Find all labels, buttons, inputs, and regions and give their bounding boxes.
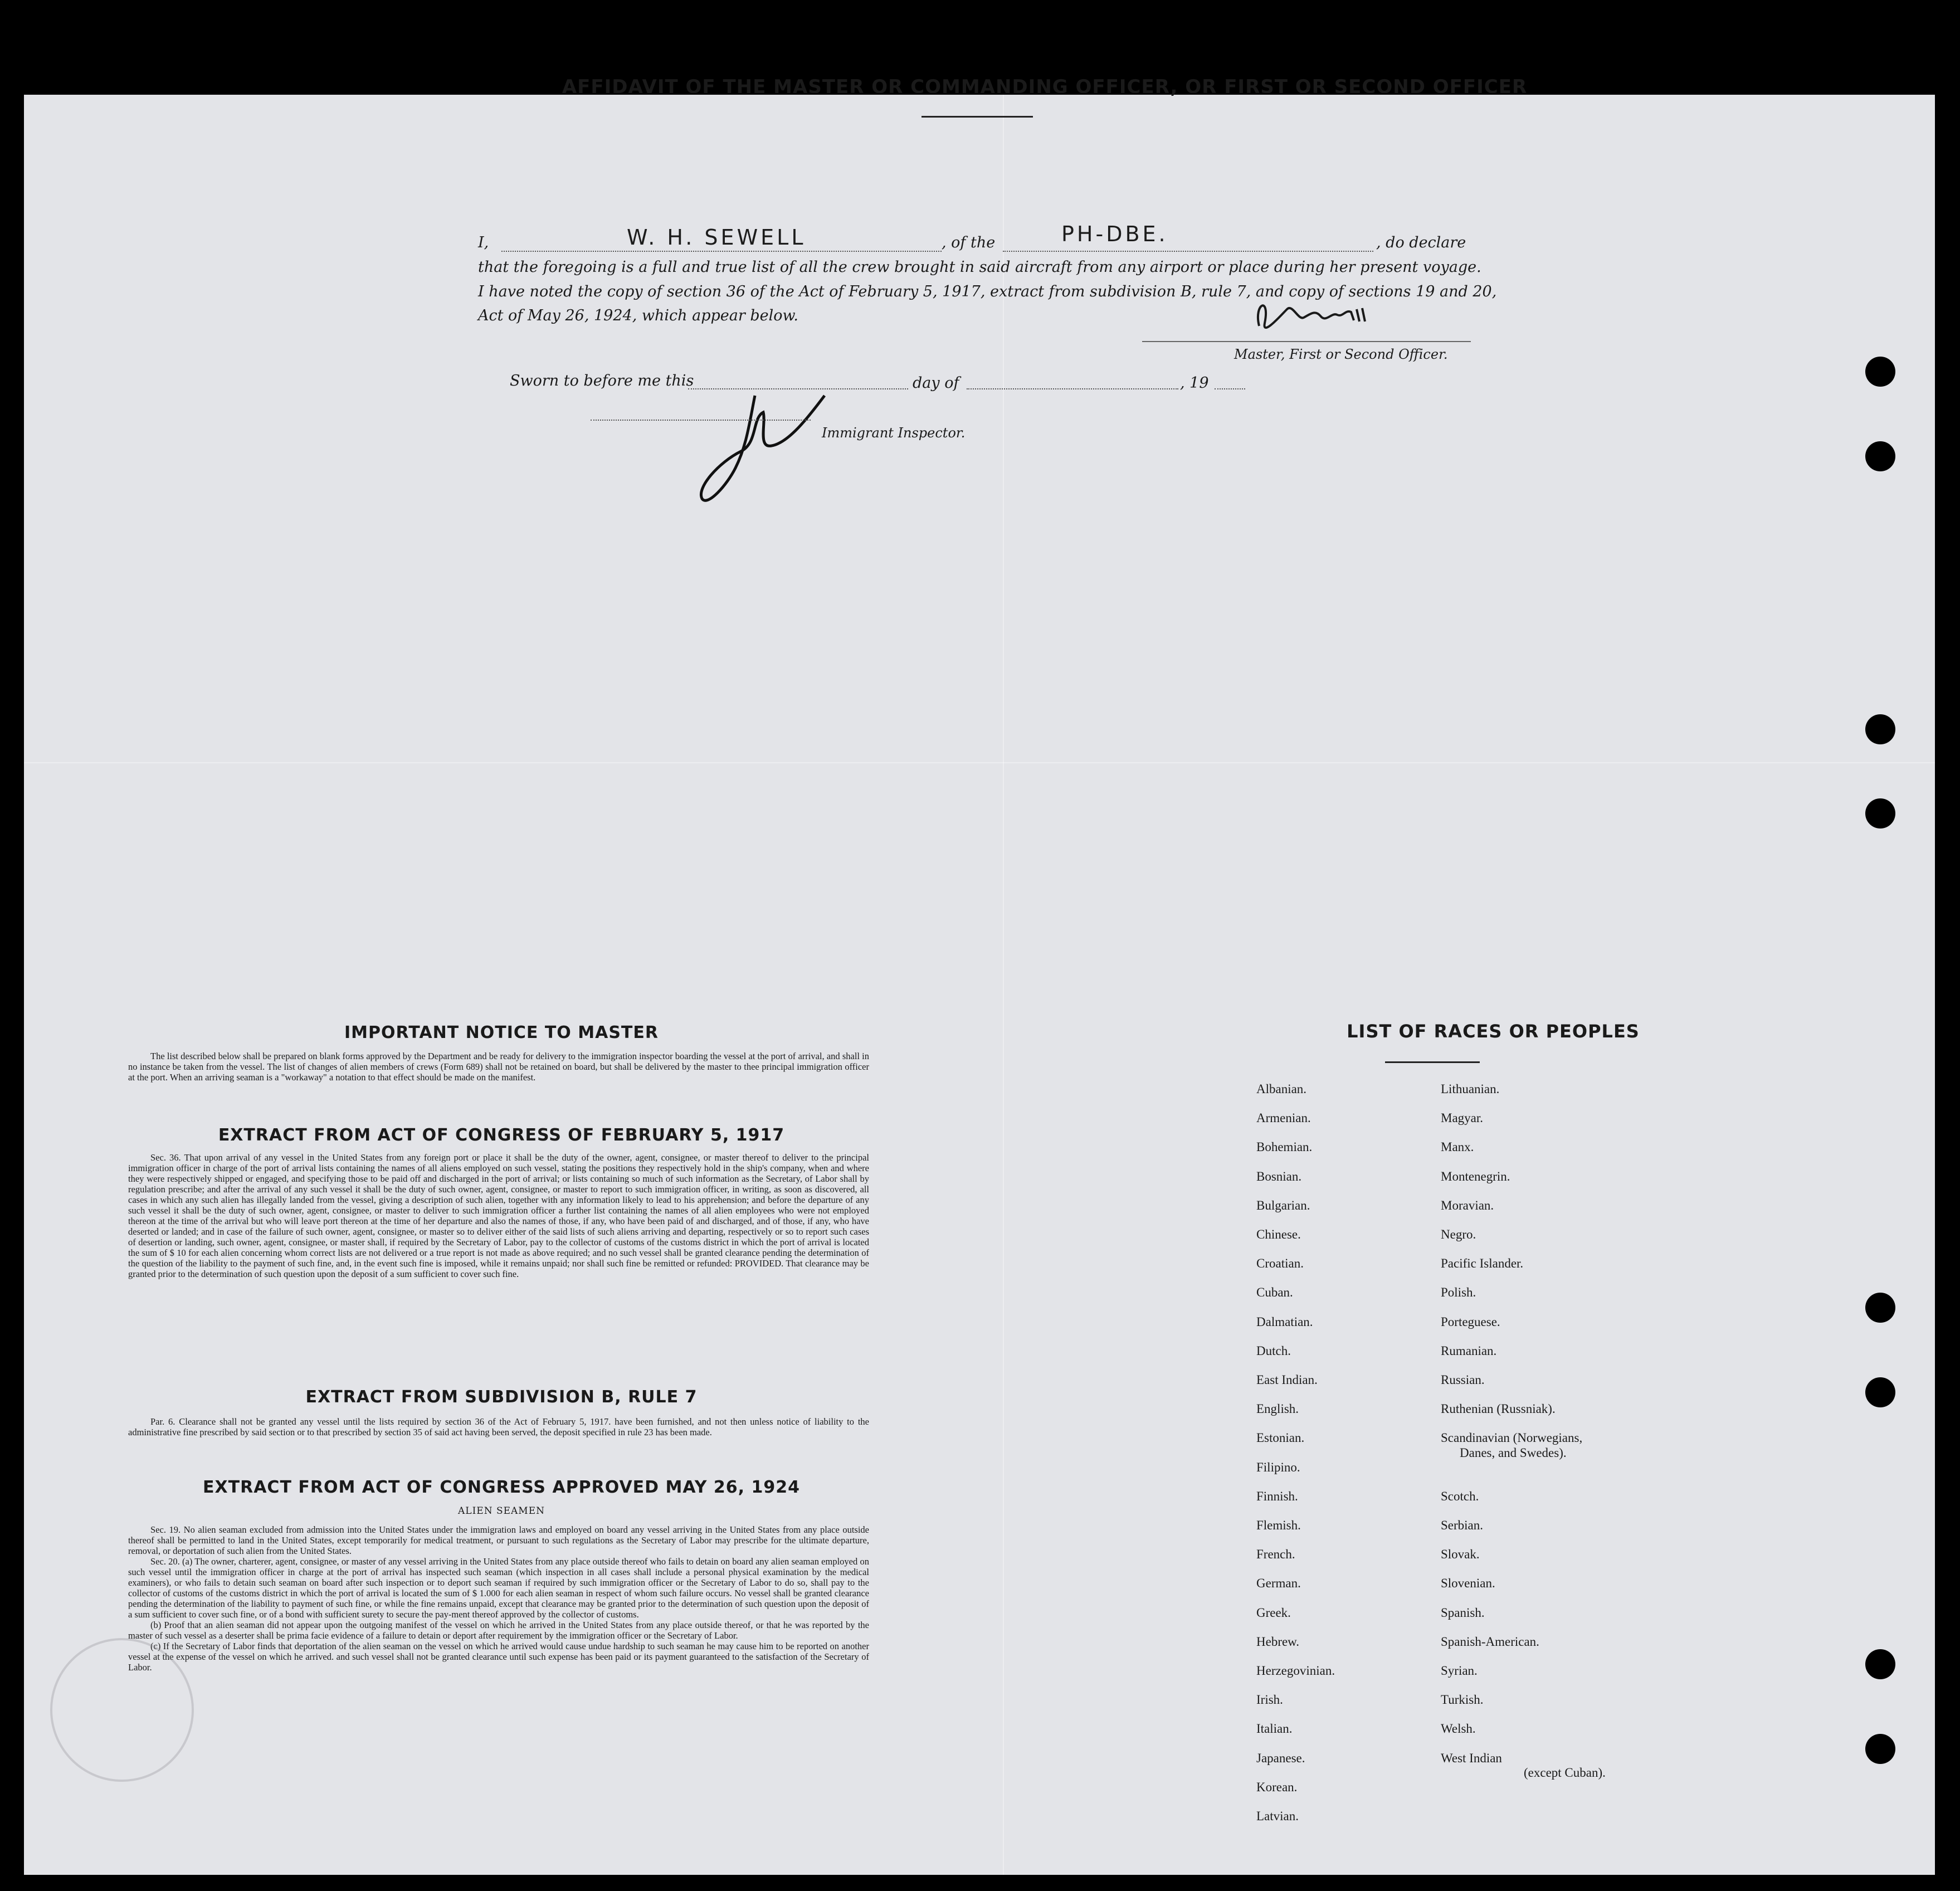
race-item: Flemish. xyxy=(1256,1518,1301,1532)
punch-hole xyxy=(1865,714,1895,744)
par-6-paragraph: Par. 6. Clearance shall not be granted any vessel until the lists required by section 36 of the Act of February 5, 1917. have been furnished, and not then unless notice of liability to the administrative fine prescribed by said section or to that prescribed by section 35 of said act having been served, the deposit specified in rule 23 has been made. xyxy=(128,1416,869,1437)
race-item: Montenegrin. xyxy=(1441,1169,1510,1183)
race-item: Spanish-American. xyxy=(1441,1635,1539,1649)
affidavit-line-3: I have noted the copy of section 36 of the Act of February 5, 1917, extract from subdivision B, rule 7, and copy of sections 19 and 20, xyxy=(478,283,1497,300)
race-item: Greek. xyxy=(1256,1606,1291,1620)
punch-hole xyxy=(1865,357,1895,387)
alien-seamen-subtitle: ALIEN SEAMEN xyxy=(458,1505,545,1517)
race-item: Armenian. xyxy=(1256,1111,1311,1125)
inspector-signature-line xyxy=(591,420,811,421)
race-item: Finnish. xyxy=(1256,1489,1298,1503)
race-item: Irish. xyxy=(1256,1693,1283,1707)
race-item: Dalmatian. xyxy=(1256,1315,1313,1329)
race-item: Scandinavian (Norwegians, xyxy=(1441,1431,1583,1445)
year-line xyxy=(1215,388,1245,389)
punch-hole xyxy=(1865,1649,1895,1679)
race-item: East Indian. xyxy=(1256,1373,1318,1387)
of-the-label: , of the xyxy=(942,234,996,251)
race-item: Dutch. xyxy=(1256,1344,1291,1358)
race-item: Latvian. xyxy=(1256,1809,1299,1823)
punch-hole xyxy=(1865,441,1895,471)
race-item: Moravian. xyxy=(1441,1198,1494,1212)
race-item: Porteguese. xyxy=(1441,1315,1500,1329)
race-item: Danes, and Swedes). xyxy=(1460,1446,1567,1460)
race-item: Hebrew. xyxy=(1256,1635,1300,1649)
race-item: Slovenian. xyxy=(1441,1576,1495,1590)
sec-20a-paragraph: Sec. 20. (a) The owner, charterer, agent, consignee, or master of any vessel arriving in the United States from any place outside thereof who fails to detain on board any alien seaman employed on such vessel until the immigration officer in charge at the port of arrival has inspected such seaman (which inspection in all cases shall include a personal physical examination by the medical examiners), or who fails to detain such seaman on board after such inspection or to deport such seaman if required by such immigration officer or the Secretary of Labor to do so, shall pay to the collector of customs of the customs district in which the port of arrival is located the sum of $ 1.000 for each alien seaman in respect of whom such failure occurs. No vessel shall be granted clearance pending the determination of the liability to payment of such fine, or while the fine remains unpaid, except that clearance may be granted prior to the determination of such question upon the deposit of a sum sufficient to cover such fine, or of a bond with sufficient surety to secure the pay-ment thereof approved by the collector of customs. xyxy=(128,1556,869,1620)
race-item: Chinese. xyxy=(1256,1227,1301,1241)
race-item: Pacific Islander. xyxy=(1441,1256,1524,1270)
race-item: English. xyxy=(1256,1402,1299,1416)
notice-text xyxy=(128,1051,869,1083)
sworn-label: Sworn to before me this xyxy=(510,372,694,389)
race-item: Rumanian. xyxy=(1441,1344,1497,1358)
inspector-caption: Immigrant Inspector. xyxy=(822,425,966,441)
race-item: German. xyxy=(1256,1576,1301,1590)
affidavit-line-4: Act of May 26, 1924, which appear below. xyxy=(478,307,798,324)
punch-hole xyxy=(1865,1734,1895,1764)
race-item: Japanese. xyxy=(1256,1751,1305,1765)
extract-1924-text xyxy=(128,1524,869,1673)
race-item: (except Cuban). xyxy=(1524,1766,1606,1780)
race-item: Manx. xyxy=(1441,1140,1474,1154)
sec-36-paragraph: Sec. 36. That upon arrival of any vessel in the United States from any foreign port or place it shall be the duty of the owner, agent, consignee, or master thereof to deliver to the principal immigration officer in charge of the port of arrival lists containing the names of all aliens employed on such vessel, stating the positions they respectively hold in the ship's company, when and where they were respectively shipped or engaged, and specifying those to be paid off and discharged in the port of arrival; or lists containing so much of such information as the Secretary, of Labor shall by regulation prescribe; and after the arrival of any such vessel it shall be the duty of such owner, agent, consignee, or master to report to such immigration officer, in writing, as soon as discovered, all cases in which any such alien has illegally landed from the vessel, giving a description of such alien, together with any information likely to lead to his apprehension; and before the departure of any such vessel it shall be the duty of such owner, agent, consignee, or master to deliver to such immigration officer a further list containing the names of all alien employees who were not employed thereon at the time of the arrival but who will leave port thereon at the time of her departure and also the names of those, if any, who have been paid of and discharged, and of those, if any, who have deserted or landed; and in case of the failure of such owner, agent, consignee, or master so to deliver either of the said lists of such aliens arriving and departing, respectively or so to report such cases of desertion or landing, such owner, agent, consignee, or master shall, if required by the Secretary of Labor, pay to the collector of customs of the customs district in which the port of arrival is located the sum of $ 10 for each alien concerning whom correct lists are not delivered or a true report is not made as above required; and no such vessel shall be granted clearance pending the determination of the question of the liability to the payment of such fine, and, in the event such fine is imposed, while it remains unpaid; nor shall such fine be remitted or refunded: PROVIDED. That clearance may be granted prior to the determination of such question upon the deposit of a sum sufficient to cover such fine. xyxy=(128,1152,869,1279)
year-label: , 19 xyxy=(1180,374,1209,392)
race-item: Spanish. xyxy=(1441,1606,1485,1620)
race-item: Slovak. xyxy=(1441,1547,1480,1561)
races-title: LIST OF RACES OR PEOPLES xyxy=(1347,1021,1640,1042)
race-item: Syrian. xyxy=(1441,1664,1478,1678)
master-signature-line xyxy=(1142,341,1471,342)
race-item: Bohemian. xyxy=(1256,1140,1313,1154)
race-item: Bulgarian. xyxy=(1256,1198,1310,1212)
race-item: Bosnian. xyxy=(1256,1169,1302,1183)
race-item: Welsh. xyxy=(1441,1722,1476,1736)
race-item: Cuban. xyxy=(1256,1285,1293,1299)
fold-line-horizontal xyxy=(24,762,1935,763)
punch-hole xyxy=(1865,1293,1895,1323)
extract-1917-text xyxy=(128,1152,869,1279)
race-item: Turkish. xyxy=(1441,1693,1484,1707)
fold-line-vertical xyxy=(1003,95,1004,1875)
day-of-label: day of xyxy=(913,374,959,392)
race-item: Negro. xyxy=(1441,1227,1476,1241)
master-name-handwritten: W. H. SEWELL xyxy=(627,225,806,250)
sec-20b-paragraph: (b) Proof that an alien seaman did not appear upon the outgoing manifest of the vessel on which he arrived in the United States from any place outside thereof, or that he was reported by the master of such vessel as a deserter shall be prima facie evidence of a failure to detain or deport after requirement by the immigration officer or the Secretary of Labor. xyxy=(128,1620,869,1641)
month-line xyxy=(967,388,1178,389)
do-declare-label: , do declare xyxy=(1376,234,1466,251)
master-signature xyxy=(1248,293,1371,348)
extract-1924-title: EXTRACT FROM ACT OF CONGRESS APPROVED MAY 26, 1924 xyxy=(203,1478,800,1497)
race-item: Estonian. xyxy=(1256,1431,1305,1445)
race-item: Korean. xyxy=(1256,1780,1298,1794)
race-item: Lithuanian. xyxy=(1441,1082,1500,1096)
inspector-signature xyxy=(696,379,875,518)
race-item: Albanian. xyxy=(1256,1082,1307,1096)
affidavit-title: AFFIDAVIT OF THE MASTER OR COMMANDING OFFICER, OR FIRST OR SECOND OFFICER xyxy=(562,76,1528,98)
title-rule xyxy=(922,116,1033,118)
race-item: Scotch. xyxy=(1441,1489,1479,1503)
affidavit-line-2: that the foregoing is a full and true list of all the crew brought in said aircraft from any airport or place during her present voyage. xyxy=(478,259,1481,276)
race-item: Croatian. xyxy=(1256,1256,1304,1270)
sec-19-paragraph: Sec. 19. No alien seaman excluded from admission into the United States under the immigration laws and employed on board any vessel arriving in the United States from any place outside thereof shall be permitted to land in the United States, except temporarily for medical treatment, or pursuant to such regulations as the Secretary of Labor may prescribe for the ultimate departure, removal, or deportation of such alien from the United States. xyxy=(128,1524,869,1556)
master-caption: Master, First or Second Officer. xyxy=(1234,347,1448,362)
race-item: Herzegovinian. xyxy=(1256,1664,1335,1678)
race-item: Filipino. xyxy=(1256,1460,1300,1474)
race-item: West Indian xyxy=(1441,1751,1502,1765)
punch-hole xyxy=(1865,798,1895,828)
race-item: Ruthenian (Russniak). xyxy=(1441,1402,1556,1416)
extract-1917-title: EXTRACT FROM ACT OF CONGRESS OF FEBRUARY 5, 1917 xyxy=(218,1125,785,1145)
race-item: Italian. xyxy=(1256,1722,1293,1736)
race-item: Magyar. xyxy=(1441,1111,1484,1125)
aircraft-line xyxy=(1003,251,1373,252)
rule-7-title: EXTRACT FROM SUBDIVISION B, RULE 7 xyxy=(305,1387,698,1407)
races-title-rule xyxy=(1385,1061,1480,1063)
race-item: French. xyxy=(1256,1547,1295,1561)
race-item: Polish. xyxy=(1441,1285,1476,1299)
notice-paragraph: The list described below shall be prepared on blank forms approved by the Department and be ready for delivery to the immigration inspector boarding the vessel at the port of arrival, and shall in no instance be taken from the vessel. The list of changes of alien members of crews (Form 689) shall not be retained on board, but shall be delivered by the master to thee principal immigration officer at the port. When an arriving seaman is a "workaway" a notation to that effect should be made on the manifest. xyxy=(128,1051,869,1083)
sec-20c-paragraph: (c) If the Secretary of Labor finds that deportation of the alien seaman on the vessel on which he arrived would cause undue hardship to such seaman he may cause him to be reported on another vessel at the expense of the vessel on which he arrived. and such vessel shall not be granted clearance until such expense has been paid or its payment guaranteed to the satisfaction of the Secretary of Labor. xyxy=(128,1641,869,1673)
race-item: Serbian. xyxy=(1441,1518,1484,1532)
rule-7-text xyxy=(128,1416,869,1437)
punch-hole xyxy=(1865,1377,1895,1407)
affidavit-i-label: I, xyxy=(478,234,489,251)
name-line xyxy=(501,251,942,252)
notice-title: IMPORTANT NOTICE TO MASTER xyxy=(344,1023,659,1042)
race-item: Russian. xyxy=(1441,1373,1485,1387)
aircraft-handwritten: PH-DBE. xyxy=(1061,222,1168,246)
embossed-seal xyxy=(50,1638,194,1782)
